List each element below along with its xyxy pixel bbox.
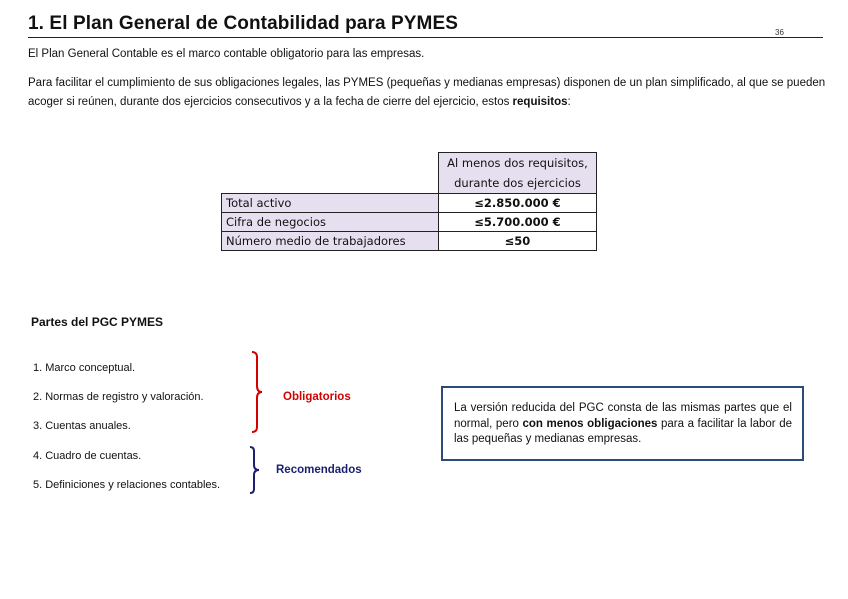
row-label: Total activo bbox=[222, 194, 439, 213]
table-row bbox=[222, 194, 597, 213]
row-value: ≤5.700.000 € bbox=[439, 213, 597, 232]
recommended-label: Recomendados bbox=[276, 464, 362, 476]
table-header-line-1: Al menos dos requisitos, bbox=[447, 156, 588, 170]
table-row bbox=[222, 232, 597, 251]
note-text-end: para a facilitar la labor de las pequeñas y medianas empresas. bbox=[454, 417, 792, 445]
note-box bbox=[441, 386, 804, 461]
table-header-cell bbox=[439, 153, 597, 194]
parts-section-title: Partes del PGC PYMES bbox=[31, 315, 164, 329]
requirements-table bbox=[221, 152, 597, 251]
page-title: 1. El Plan General de Contabilidad para PYMES bbox=[28, 13, 459, 34]
list-item: 2. Normas de registro y valoración. bbox=[33, 391, 204, 403]
list-item: 1. Marco conceptual. bbox=[33, 362, 136, 374]
intro-p2-end: : bbox=[567, 96, 571, 108]
row-value: ≤50 bbox=[439, 232, 597, 251]
list-item: 5. Definiciones y relaciones contables. bbox=[33, 479, 221, 491]
row-label: Cifra de negocios bbox=[222, 213, 439, 232]
table-header-line-2: durante dos ejercicios bbox=[454, 176, 581, 190]
table-header-row bbox=[222, 153, 597, 194]
note-bold: con menos obligaciones bbox=[522, 417, 658, 430]
list-item: 4. Cuadro de cuentas. bbox=[33, 450, 142, 462]
intro-p2-text: Para facilitar el cumplimiento de sus obligaciones legales, las PYMES (pequeñas y medianas empresas) disponen de un plan simplificado, al que se pueden acoger si reúnen, durante dos ejercicios consecutivos y a la fecha de cierre del ejercicio, estos bbox=[28, 77, 826, 108]
intro-paragraph-1: El Plan General Contable es el marco contable obligatorio para las empresas. bbox=[28, 48, 425, 60]
obligatory-brace-icon bbox=[248, 350, 266, 434]
title-underline bbox=[28, 37, 823, 38]
intro-paragraph-2 bbox=[28, 74, 828, 112]
row-label: Número medio de trabajadores bbox=[222, 232, 439, 251]
recommended-brace-icon bbox=[246, 445, 264, 495]
intro-p2-bold: requisitos bbox=[512, 96, 568, 108]
list-item: 3. Cuentas anuales. bbox=[33, 420, 131, 432]
note-text: La versión reducida del PGC consta de las mismas partes que el normal, pero bbox=[454, 402, 792, 430]
obligatory-label: Obligatorios bbox=[283, 391, 351, 403]
table-corner bbox=[222, 153, 439, 194]
row-value: ≤2.850.000 € bbox=[439, 194, 597, 213]
page-number: 36 bbox=[775, 28, 784, 37]
table-row bbox=[222, 213, 597, 232]
